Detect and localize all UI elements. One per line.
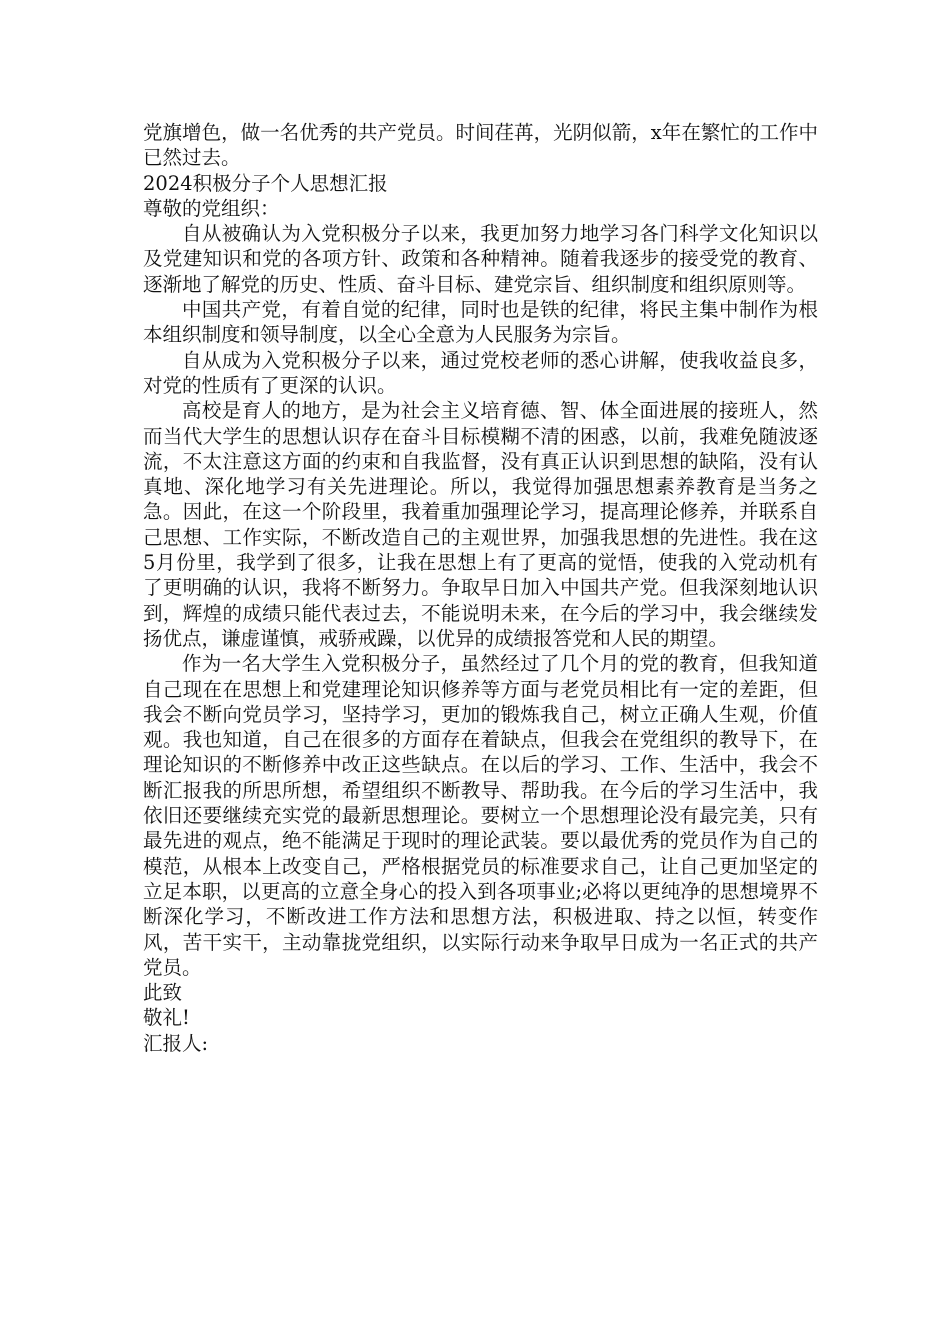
report-title: 2024积极分子个人思想汇报 xyxy=(143,171,388,195)
reporter-label: 汇报人: xyxy=(143,1031,209,1055)
closing-jing-li: 敬礼! xyxy=(143,1006,190,1030)
paragraph-party-school: 自从成为入党积极分子以来，通过党校老师的悉心讲解，使我收益良多，对党的性质有了更深的认识。 xyxy=(143,348,818,397)
paragraph-discipline: 中国共产党，有着自觉的纪律，同时也是铁的纪律，将民主集中制作为根本组织制度和领导制度，以全心全意为人民服务为宗旨。 xyxy=(143,298,818,347)
paragraph-university: 高校是育人的地方，是为社会主义培育德、智、体全面进展的接班人，然而当代大学生的思想认识存在奋斗目标模糊不清的困惑，以前，我难免随波逐流，不太注意这方面的约束和自我监督，没有真正认识到思想的缺陷，没有认真地、深化地学习有关先进理论。所以，我觉得加强思想素养教育是当务之急。因此，在这一个阶段里，我着重加强理论学习，提高理论修养，并联系自己思想、工作实际，不断改造自己的主观世界，加强我思想的先进性。我在这5月份里，我学到了很多，让我在思想上有了更高的觉悟，使我的入党动机有了更明确的认识，我将不断努力。争取早日加入中国共产党。但我深刻地认识到，辉煌的成绩只能代表过去，不能说明未来，在今后的学习中，我会继续发扬优点，谦虚谨慎，戒骄戒躁，以优异的成绩报答党和人民的期望。 xyxy=(143,399,818,650)
document-body xyxy=(143,120,818,1056)
paragraph-continuation: 党旗增色，做一名优秀的共产党员。时间荏苒，光阴似箭，x年在繁忙的工作中已然过去。 xyxy=(143,121,818,170)
paragraph-study: 自从被确认为入党积极分子以来，我更加努力地学习各门科学文化知识以及党建知识和党的各项方针、政策和各种精神。随着我逐步的接受党的教育、逐渐地了解党的历史、性质、奋斗目标、建党宗旨、组织制度和组织原则等。 xyxy=(143,222,818,296)
salutation: 尊敬的党组织： xyxy=(143,196,280,220)
closing-ci-zhi: 此致 xyxy=(143,981,183,1005)
paragraph-student-activist: 作为一名大学生入党积极分子，虽然经过了几个月的党的教育，但我知道自己现在在思想上和党建理论知识修养等方面与老党员相比有一定的差距，但我会不断向党员学习，坚持学习，更加的锻炼我自己，树立正确人生观，价值观。我也知道，自己在很多的方面存在着缺点，但我会在党组织的教导下，在理论知识的不断修养中改正这些缺点。在以后的学习、工作、生活中，我会不断汇报我的所思所想，希望组织不断教导、帮助我。在今后的学习生活中，我依旧还要继续充实党的最新思想理论。要树立一个思想理论没有最完美，只有最先进的观点，绝不能满足于现时的理论武装。要以最优秀的党员作为自己的模范，从根本上改变自己，严格根据党员的标准要求自己，让自己更加坚定的立足本职，以更高的立意全身心的投入到各项事业;必将以更纯净的思想境界不断深化学习，不断改进工作方法和思想方法，积极进取、持之以恒，转变作风，苦干实干，主动靠拢党组织，以实际行动来争取早日成为一名正式的共产党员。 xyxy=(143,652,818,979)
